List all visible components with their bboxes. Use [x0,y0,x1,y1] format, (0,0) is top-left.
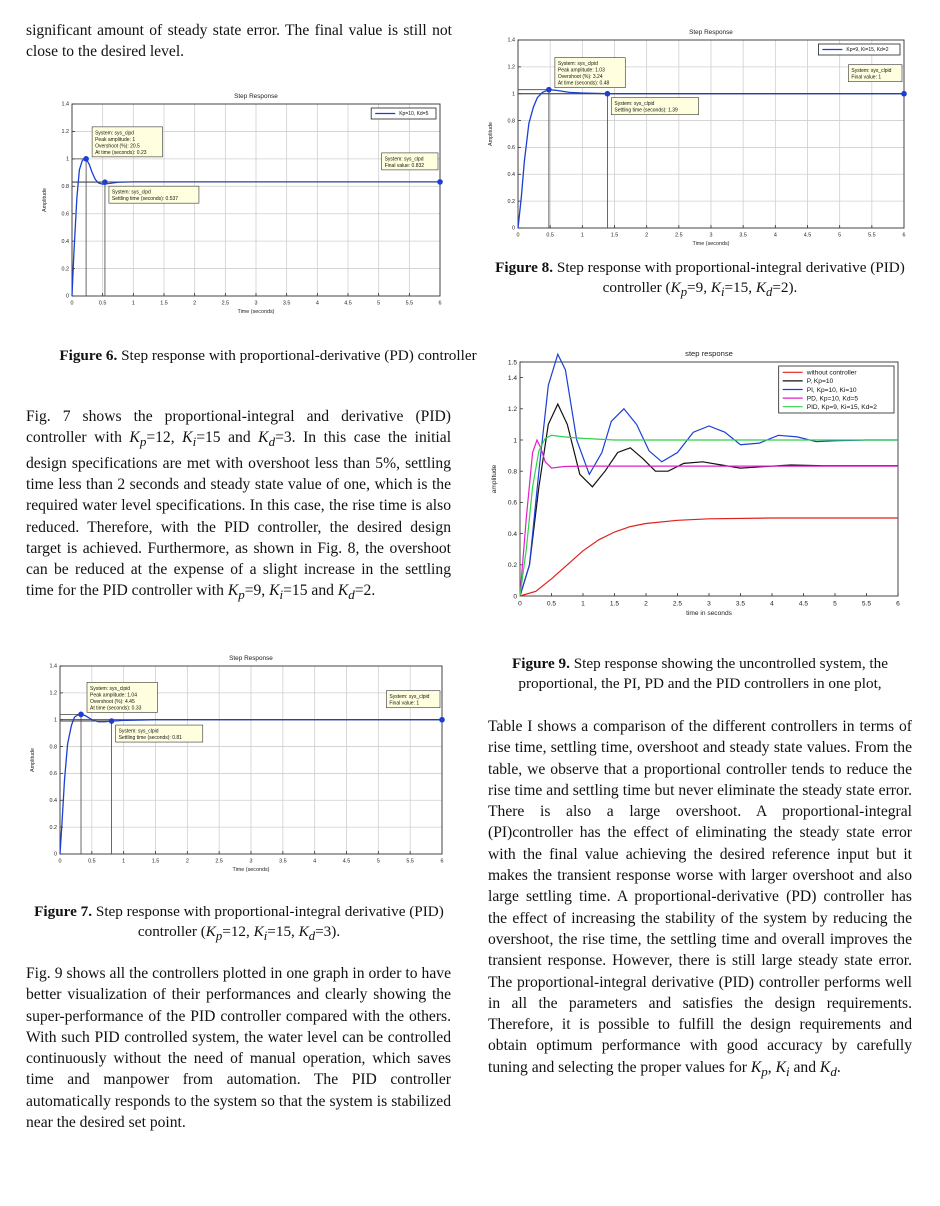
x-tick-label: 1.5 [160,300,168,307]
legend-label: PID, Kp=9, Ki=15, Kd=2 [806,404,877,411]
y-tick-label: 1.2 [61,129,69,136]
k-sub-i: i [785,1063,790,1079]
kd-sub: d [308,929,316,944]
x-tick-label: 0 [70,300,74,307]
x-tick-label: 3 [249,858,253,865]
x-tick-label: 4.5 [803,232,812,239]
y-tick-label: 0.6 [507,145,515,152]
x-tick-label: 1.5 [151,858,160,865]
annotation-text: System: sys_clpd [95,130,135,137]
x-tick-label: 5 [838,232,842,239]
x-tick-label: 0 [58,858,62,865]
y-tick-label: 1.4 [49,663,57,670]
x-tick-label: 0 [516,232,520,239]
kp-sub: p [680,285,688,300]
figure-8-chart [486,28,912,254]
x-tick-label: 1.5 [609,600,620,608]
y-tick-label: 1.2 [507,64,515,71]
x-tick-label: 2.5 [215,858,223,865]
annotation-text: Final value: 0.832 [384,162,425,169]
figure-7-caption-a: Step response with proportional-integral derivative (PID) controller ( [95,903,444,940]
figure-6-label: Figure 6. [59,347,118,364]
k-sub-p: p [761,1063,768,1079]
kp-symbol: K [227,582,239,600]
x-tick-label: 0.5 [88,858,96,865]
annotation-text: Settling time (seconds): 0.537 [111,196,179,203]
annotation-text: At time (seconds): 0.48 [557,80,610,87]
x-tick-label: 3.5 [735,600,746,608]
annotation-text: Overshoot (%): 4.45 [90,698,135,705]
x-tick-label: 2 [193,300,197,307]
x-tick-label: 6 [438,300,442,307]
annotation-text: System: sys_clpid [614,101,655,108]
annotation-text: System: sys_clpid [118,728,159,735]
table-discussion-paragraph [488,716,912,1082]
annotation-text: System: sys_clpid [389,694,430,701]
figure-9-chart [486,346,912,624]
ki-sub: i [279,587,284,603]
x-tick-label: 5.5 [868,232,876,239]
y-tick-label: 0.4 [61,238,69,245]
annotation-text: Peak amplitude: 1.04 [90,692,137,699]
x-tick-label: 2.5 [221,300,230,307]
annotation-text: Overshoot (%): 3.24 [557,74,603,81]
y-tick-label: 0 [513,593,517,601]
kd-symbol: K [755,279,766,296]
annotation-text: At time (seconds): 0.33 [90,705,142,712]
y-tick-label: 1 [513,437,517,445]
y-tick-label: 1 [54,717,57,724]
figure-7-caption-c: =15, [267,923,299,940]
figure-9-caption-text: Step response showing the uncontrolled system, the proportional, the PI, PD and the PID controllers in one plot, [518,655,888,692]
chart-title: Step Response [689,29,733,36]
k-symbol: K [750,1058,762,1076]
ki-sub: i [720,285,725,300]
y-tick-label: 0.8 [49,744,57,751]
annotation-marker [109,718,115,724]
x-tick-label: 3.5 [279,858,287,865]
legend-label: Kp=9, Ki=15, Kd=2 [846,47,889,53]
y-tick-label: 0.8 [507,468,517,476]
annotation-text: Settling time (seconds): 0.81 [118,735,182,742]
x-tick-label: 6 [902,232,906,239]
ki-symbol: K [710,279,721,296]
intro-paragraph [26,20,452,63]
ki-sub: i [192,434,197,450]
annotation-text: At time (seconds): 0.23 [95,149,147,156]
x-tick-label: 5 [376,858,380,865]
x-tick-label: 3 [709,232,713,239]
figure-8-svg [486,28,912,254]
y-axis-label: Amplitude [30,748,36,772]
y-tick-label: 0 [54,851,57,858]
fig9-discussion-text: Fig. 9 shows all the controllers plotted in one graph in order to have better visualization of their performances and clearly showing the super-performance of the PID controller compared with the others. With such PID controlled system, the water level can be controlled continuously without the need of manual operation, which saves time and manpower from automation. The PID controller automatically responds to the system so that the system is stabilized near the desired set point. [26,965,451,1132]
kp-sub: p [139,434,147,450]
x-tick-label: 5 [833,600,837,608]
figure-8-caption-d: =2). [772,279,798,296]
figure-9-caption [487,654,913,694]
y-tick-label: 0.2 [61,266,69,273]
annotation-text: System: sys_clpd [384,156,424,163]
legend-label: PI, Kp=10, Ki=10 [806,386,857,394]
x-tick-label: 3 [707,600,711,608]
x-tick-label: 6 [896,600,900,608]
x-tick-label: 2 [185,858,189,865]
y-tick-label: 0.6 [507,499,517,507]
y-tick-label: 0.6 [49,771,57,778]
x-axis-label: time in seconds [686,610,732,618]
separator: , [767,1058,776,1076]
kd-value: =3. In this case the initial design specifications are met with overshoot less than 5%, settling time less than 2 seconds and steady state value of one, which is the required water level specifications. In this case, the rise time is also reduced. Therefore, with the PID controller, the desired design target is achieved. Furthermore, as shown in Fig. 8, the overshoot can be reduced at the expense of a slight increase in the settling time for the PID controller with [26,429,452,600]
y-axis-label: amplitude [491,464,498,494]
y-tick-label: 1 [66,156,69,163]
k-symbol: K [775,1058,786,1076]
y-tick-label: 1.2 [507,406,517,414]
annotation-marker [901,91,907,97]
annotation-text: Final value: 1 [851,74,882,81]
x-tick-label: 4.5 [344,300,352,307]
chart-title: step response [685,349,733,358]
fig9-discussion-paragraph [26,963,451,1133]
series-line-4 [520,435,898,596]
figure-9-svg [486,346,912,624]
legend-label: PD, Kp=10, Kd=5 [806,395,859,403]
chart-title: Step Response [234,93,278,100]
table-discussion-text: Table I shows a comparison of the different controllers in terms of rise time, settling time, overshoot and steady state values. From the table, we observe that a proportional controller tends to reduce the rise time and settling time but never eliminate the steady state error. There is also a large overshoot. A proportional-integral (PI)controller has the effect of eliminating the steady state error with the final value achieving the desired reference input but it makes the transient response worse with larger overshoot and also large settling time. A proportional-derivative (PD) controller has the effect of increasing the stability of the system by reducing the overshoot, the rise time, the settling time and overall improves the transient response. However, there is still large steady state error. The proportional-integral derivative (PID) controller performs well in all the parameters and satisfies the design requirements. Therefore, it is possible to fulfill the design requirements and obtain optimum performance with good accuracy by carefully tuning and selecting the proper values for [488,718,912,1076]
y-axis-label: Amplitude [488,122,494,146]
ki-symbol: K [253,923,264,940]
x-tick-label: 0.5 [546,600,557,608]
kd2-value: =2. [354,582,376,600]
x-tick-label: 5 [377,300,381,307]
y-tick-label: 1 [512,91,515,98]
annotation-text: Final value: 1 [389,700,420,707]
ki-value: =15 and [196,429,259,447]
figure-8-caption [487,258,913,302]
figure-6-chart [26,88,450,318]
y-tick-label: 1.5 [507,359,517,367]
y-tick-label: 0.6 [61,211,69,218]
x-axis-label: Time (seconds) [237,308,275,315]
legend-label: without controller [806,369,857,377]
figure-7-chart [26,650,450,882]
figure-8-caption-a: Step response with proportional-integral derivative (PID) controller ( [556,259,905,296]
x-tick-label: 5.5 [861,600,872,608]
kd-symbol: K [337,582,349,600]
y-tick-label: 1.4 [61,101,69,108]
figure-7-label: Figure 7. [34,903,93,920]
k-sub-d: d [830,1063,837,1079]
annotation-marker [546,87,552,93]
x-tick-label: 4 [773,232,777,239]
y-tick-label: 1.4 [507,37,515,44]
figure-9-label: Figure 9. [512,655,570,672]
x-tick-label: 2 [644,600,648,608]
annotation-marker [439,717,445,723]
y-tick-label: 0.4 [507,530,517,538]
kp2-value: =9, [244,582,270,600]
annotation-text: Peak amplitude: 1 [95,136,136,143]
annotation-text: Peak amplitude: 1.03 [557,67,605,74]
figure-8-caption-c: =15, [724,279,756,296]
x-tick-label: 2.5 [675,232,683,239]
figure-7-caption [26,902,452,946]
fig7-paragraph [26,406,451,606]
annotation-text: Overshoot (%): 20.5 [95,143,140,150]
x-tick-label: 0.5 [98,300,107,307]
figure-8-caption-b: =9, [687,279,711,296]
x-tick-label: 1 [580,232,584,239]
x-tick-label: 3 [254,300,258,307]
figure-6-svg [26,88,450,318]
kd-symbol: K [298,923,309,940]
x-tick-label: 1 [131,300,135,307]
chart-title: Step Response [229,655,273,662]
end-period: . [836,1058,841,1076]
y-tick-label: 0.2 [49,824,57,831]
ki2-value: =15 and [283,582,338,600]
x-tick-label: 2.5 [672,600,683,608]
y-tick-label: 0.8 [61,183,69,190]
separator: and [789,1058,820,1076]
x-tick-label: 1 [581,600,585,608]
legend-label: P, Kp=10 [806,378,834,386]
ki-symbol: K [269,582,280,600]
x-axis-label: Time (seconds) [232,866,270,873]
y-tick-label: 0.2 [507,562,517,570]
legend-label: Kp=10, Kd=5 [399,111,429,117]
annotation-marker [78,712,84,718]
y-axis-label: Amplitude [42,188,48,212]
x-tick-label: 1 [122,858,126,865]
annotation-text: System: sys_clpd [111,189,151,196]
series-line-1 [520,404,898,596]
series-line-0 [520,518,898,596]
kp-symbol: K [670,279,681,296]
ki-sub: i [263,929,268,944]
y-tick-label: 0.2 [507,198,515,205]
x-tick-label: 5.5 [406,858,414,865]
x-tick-label: 0.5 [546,232,554,239]
annotation-text: System: sys_clpid [851,68,892,75]
kd-sub: d [268,434,276,450]
y-tick-label: 0 [512,225,515,232]
intro-text: significant amount of steady state error. The final value is still not close to the desired level. [26,22,452,61]
annotation-marker [437,179,443,185]
k-symbol: K [819,1058,831,1076]
y-tick-label: 1.2 [49,690,57,697]
kp-value: =12, [146,429,183,447]
x-tick-label: 6 [440,858,444,865]
figure-7-caption-d: =3). [315,923,341,940]
y-tick-label: 0.8 [507,118,515,125]
annotation-marker [83,156,89,162]
kd-sub: d [765,285,773,300]
figure-8-label: Figure 8. [495,259,554,276]
x-tick-label: 4 [313,858,317,865]
x-tick-label: 3.5 [739,232,747,239]
x-tick-label: 1.5 [610,232,619,239]
kp-symbol: K [205,923,216,940]
x-tick-label: 5.5 [405,300,414,307]
x-tick-label: 3.5 [282,300,291,307]
kp-symbol: K [129,429,140,447]
x-tick-label: 2 [645,232,649,239]
y-tick-label: 0.4 [507,171,515,178]
y-tick-label: 1.4 [507,374,517,382]
x-axis-label: Time (seconds) [692,240,730,247]
x-tick-label: 4 [770,600,774,608]
figure-6-caption-text: Step response with proportional-derivative (PD) controller [121,347,477,364]
fig7-para-part: Fig. 7 shows the proportional-integral and derivative (PID) controller with [26,408,451,447]
x-tick-label: 4.5 [342,858,351,865]
x-tick-label: 4.5 [798,600,809,608]
ki-symbol: K [182,429,193,447]
y-tick-label: 0.4 [49,797,57,804]
x-tick-label: 4 [315,300,319,307]
annotation-text: System: sys_clpid [557,61,598,68]
kp-sub: p [238,587,245,603]
y-tick-label: 0 [66,293,69,300]
kd-symbol: K [258,429,269,447]
kd-sub: d [348,587,355,603]
figure-7-caption-b: =12, [222,923,254,940]
x-tick-label: 0 [518,600,522,608]
annotation-text: System: sys_clpid [90,685,131,692]
annotation-text: Settling time (seconds): 1.39 [614,107,678,114]
kp-sub: p [215,929,223,944]
figure-6-caption [26,346,510,366]
figure-7-svg [26,650,450,882]
